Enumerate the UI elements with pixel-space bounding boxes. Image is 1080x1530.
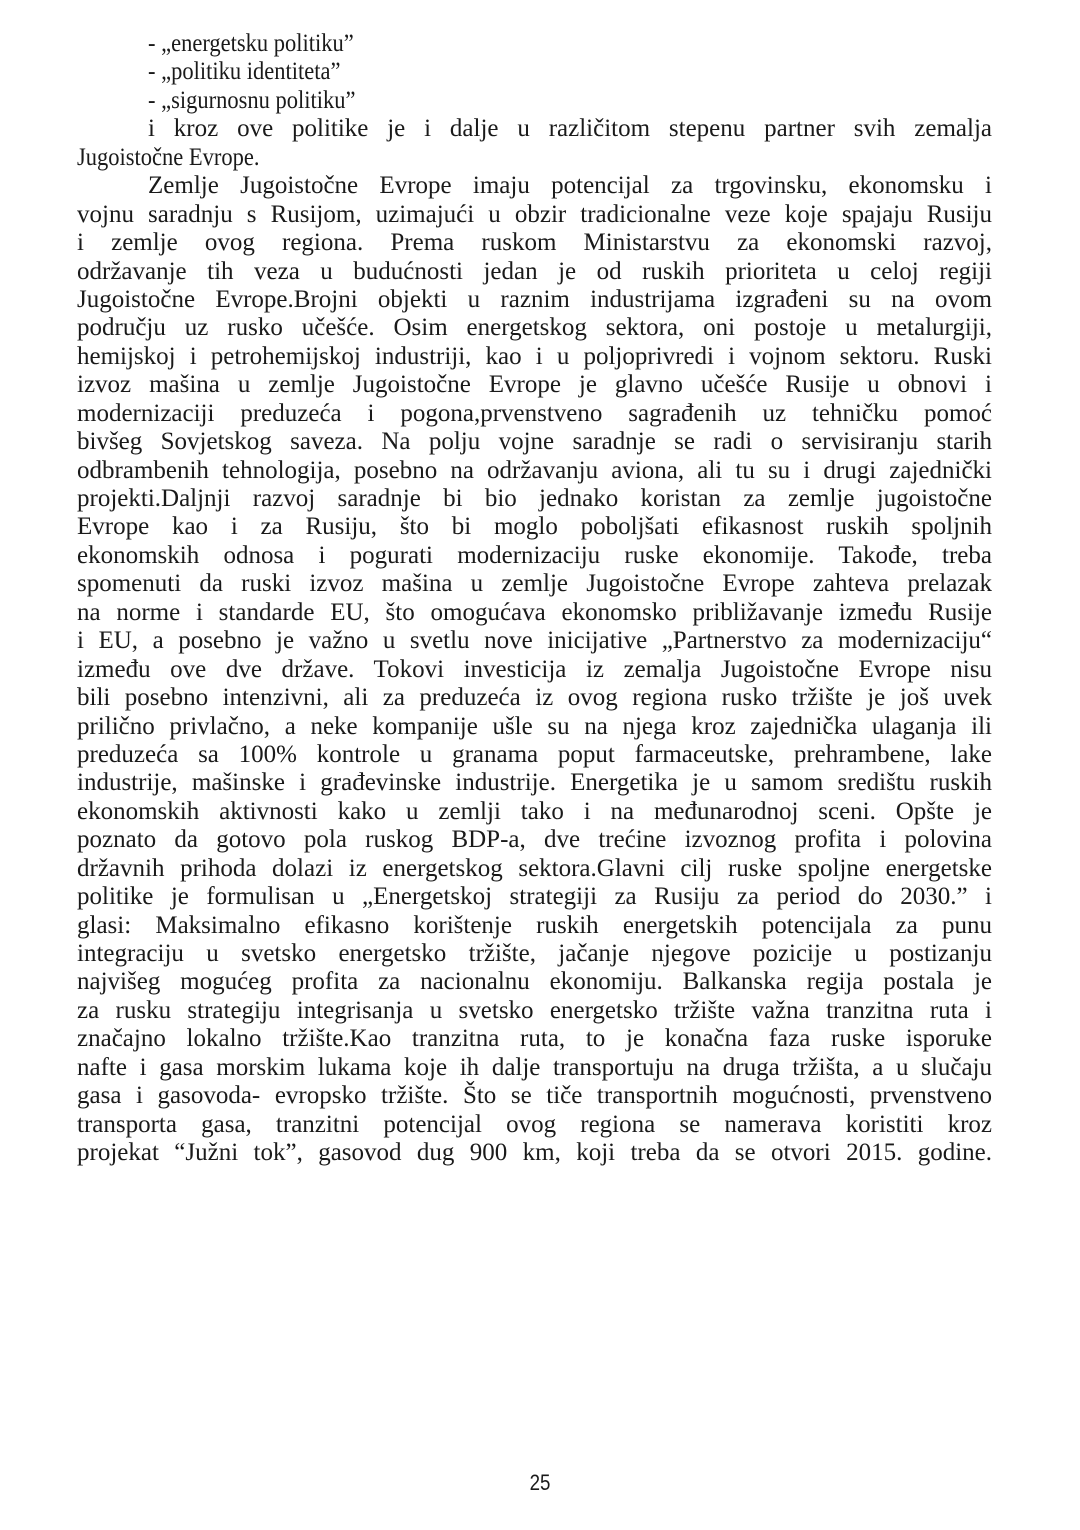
text-line: Jugoistočne Evrope. <box>77 143 260 171</box>
text-line: održavanje tih veza u budućnosti jedan je od ruskih prioriteta u celoj regiji <box>77 257 992 285</box>
text-line: projekti.Daljnji razvoj saradnje bi bio jednako koristan za zemlje jugoistočne <box>77 485 992 512</box>
text-line: hemijskoj i petrohemijskoj industriji, kao i u poljoprivredi i vojnom sektoru. Ruski <box>77 342 992 370</box>
body-text <box>77 30 992 1168</box>
text-line: integraciju u svetsko energetsko tržište, jačanje njegove pozicije u postizanju <box>77 940 992 967</box>
paragraph-lines <box>77 115 992 1167</box>
text-line: Jugoistočne Evrope.Brojni objekti u raznim industrijama izgrađeni su na ovom <box>77 285 992 313</box>
text-line: modernizaciji preduzeća i pogona,prvenstveno sagrađenih uz tehničku pomoć <box>77 399 992 427</box>
text-line: spomenuti da ruski izvoz mašina u zemlje Jugoistočne Evrope zahteva prelazak <box>77 570 992 598</box>
text-line: projekat “Južni tok”, gasovod dug 900 km, koji treba da se otvori 2015. godine. <box>77 1139 992 1167</box>
text-line: i EU, a posebno je važno u svetlu nove inicijative „Partnerstvo za modernizaciju“ <box>77 627 992 655</box>
text-line: značajno lokalno tržište.Kao tranzitna ruta, to je konačna faza ruske isporuke <box>77 1025 992 1053</box>
text-line: politike je formulisan u „Energetskoj strategiji za Rusiju za period do 2030.” i <box>77 883 992 911</box>
text-line: bivšeg Sovjetskog saveza. Na polju vojne saradnje se radi o servisiranju starih <box>77 428 992 456</box>
text-line: prilično privlačno, a neke kompanije ušle su na njega kroz zajednička ulaganja ili <box>77 712 992 740</box>
text-line: na norme i standarde EU, što omogućava ekonomsko približavanje između Rusije <box>77 598 992 626</box>
text-line: industrije, mašinske i građevinske industrije. Energetika je u samom središtu ruskih <box>77 769 992 797</box>
text-line: Evrope kao i za Rusiju, što bi moglo poboljšati efikasnost ruskih spoljnih <box>77 513 992 541</box>
bullet-item: - „sigurnosnu politiku” <box>148 86 356 114</box>
text-line: najvišeg mogućeg profita za nacionalnu ekonomiju. Balkanska regija postala je <box>77 968 992 996</box>
text-line: državnih prihoda dolazi iz energetskog sektora.Glavni cilj ruske spoljne energetske <box>77 854 992 882</box>
text-line: i kroz ove politike je i dalje u različitom stepenu partner svih zemalja <box>148 115 992 143</box>
text-line: za rusku strategiju integrisanja u svetsko energetsko tržište važna tranzitna ruta i <box>77 996 992 1024</box>
text-line: između ove dve države. Tokovi investicija iz zemalja Jugoistočne Evrope nisu <box>77 655 992 683</box>
text-line: preduzeća sa 100% kontrole u granama poput farmaceutske, prehrambene, lake <box>77 740 992 768</box>
text-line: nafte i gasa morskim lukama koje ih dalje transportuju na druga tržišta, a u slučaju <box>77 1053 992 1081</box>
text-line: gasa i gasovoda- evropsko tržište. Što se tiče transportnih mogućnosti, prvenstveno <box>77 1082 992 1110</box>
text-line: vojnu saradnju s Rusijom, uzimajući u obzir tradicionalne veze koje spajaju Rusiju <box>77 200 992 228</box>
text-line: Zemlje Jugoistočne Evrope imaju potencijal za trgovinsku, ekonomsku i <box>148 172 992 200</box>
text-line: odbrambenih tehnologija, posebno na održavanju aviona, ali tu su i drugi zajednički <box>77 456 992 484</box>
text-line: ekonomskih odnosa i pogurati modernizaciju ruske ekonomije. Takođe, treba <box>77 541 992 569</box>
text-line: izvoz mašina u zemlje Jugoistočne Evrope je glavno učešće Rusije u obnovi i <box>77 371 992 399</box>
bullet-item: - „energetsku politiku” <box>148 30 354 57</box>
page-number: 25 <box>529 1470 551 1495</box>
text-line: području uz rusko učešće. Osim energetskog sektora, oni postoje u metalurgiji, <box>77 314 992 342</box>
bullet-item: - „politiku identiteta” <box>148 58 341 86</box>
text-line: i zemlje ovog regiona. Prema ruskom Ministarstvu za ekonomski razvoj, <box>77 229 992 257</box>
text-line: transporta gasa, tranzitni potencijal ovog regiona se namerava koristiti kroz <box>77 1110 992 1138</box>
text-line: ekonomskih aktivnosti kako u zemlji tako i na međunarodnoj sceni. Opšte je <box>77 797 992 825</box>
text-line: glasi: Maksimalno efikasno korištenje ruskih energetskih potencijala za punu <box>77 911 992 939</box>
text-line: bili posebno intenzivni, ali za preduzeća iz ovog regiona rusko tržište je još uvek <box>77 684 992 712</box>
text-line: poznato da gotovo pola ruskog BDP-a, dve trećine izvoznog profita i polovina <box>77 826 992 854</box>
